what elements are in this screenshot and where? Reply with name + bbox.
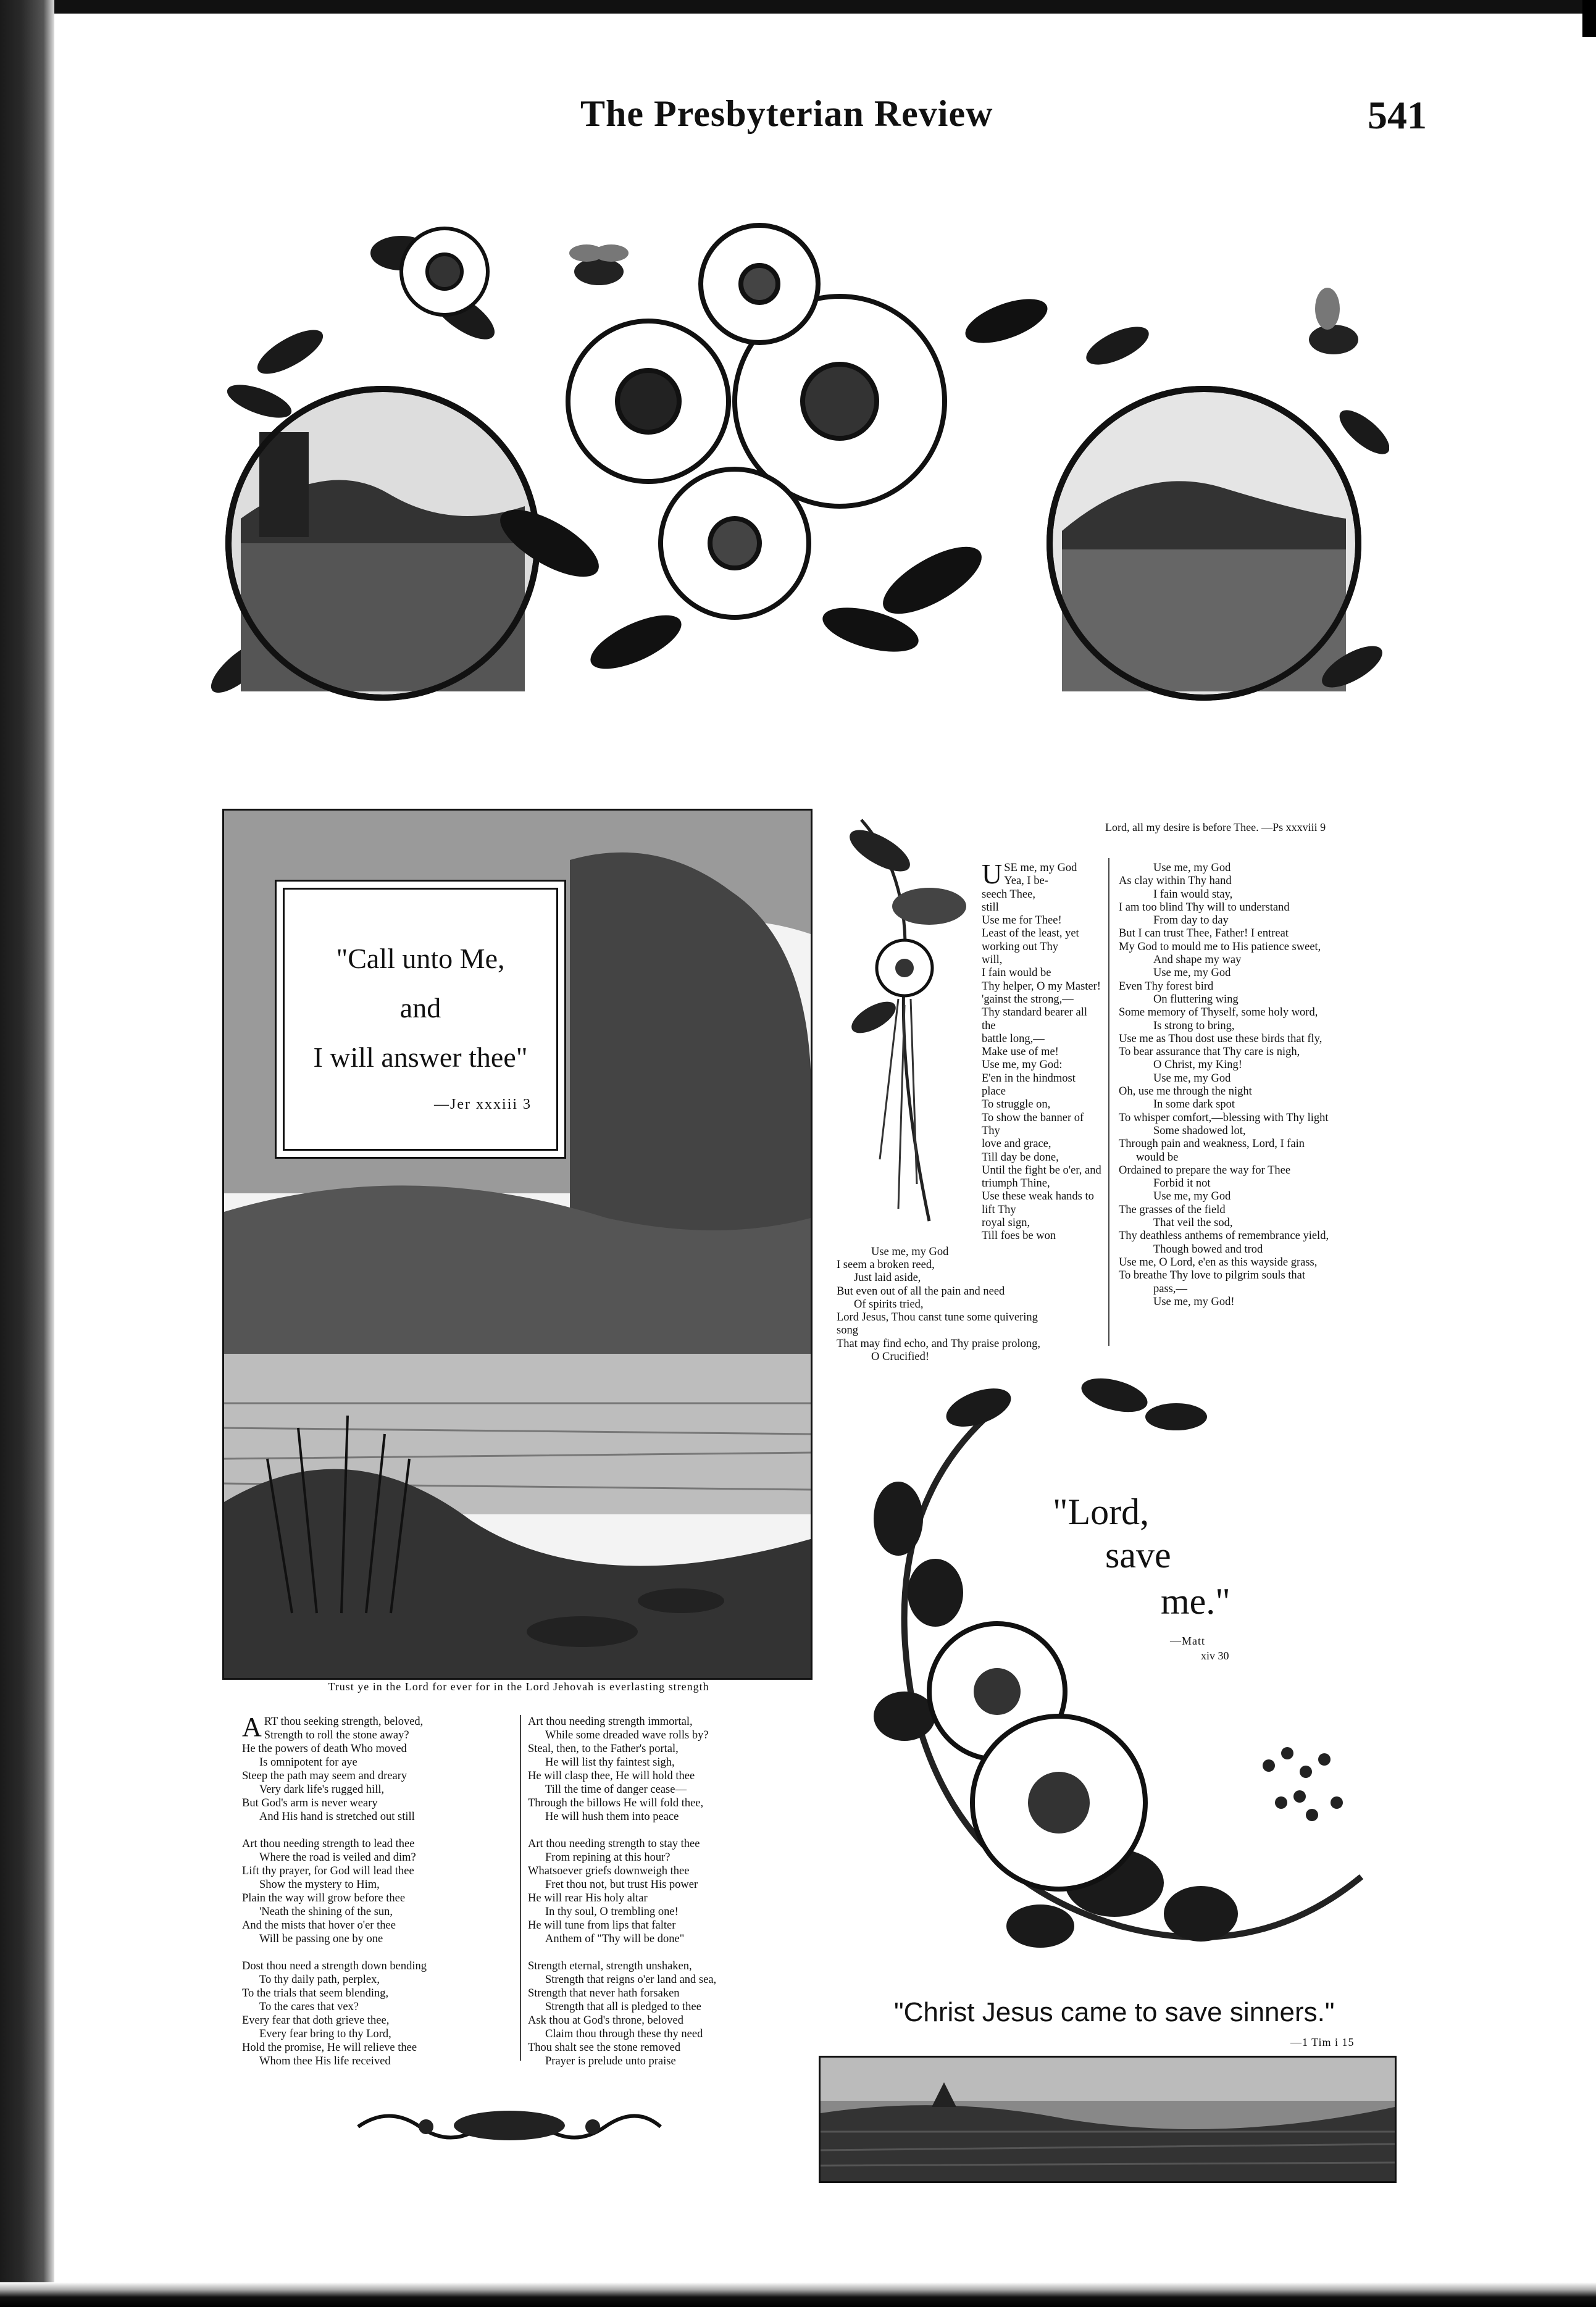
use-me-stanza-bottom <box>830 1246 1102 1364</box>
poem-line: song <box>837 1324 858 1337</box>
poem-line: Is strong to bring, <box>1153 1019 1235 1032</box>
poem-line: working out Thy <box>982 940 1059 953</box>
poem-line: Strength to roll the stone away? <box>264 1729 409 1742</box>
poem-stanza <box>242 1712 514 1824</box>
poem-line: He will rear His holy altar <box>528 1892 648 1904</box>
lord-save-me-reference: —Matt <box>1170 1635 1205 1647</box>
poem-line: Strength eternal, strength unshaken, <box>528 1960 692 1972</box>
poem-column-2 <box>528 1715 806 2082</box>
ornamental-tailpiece <box>352 2102 667 2148</box>
poem-line: Through the billows He will fold thee, <box>528 1797 704 1809</box>
poem-line: Plain the way will grow before thee <box>242 1892 406 1904</box>
poem-line: I fain would stay, <box>1153 888 1233 901</box>
poem-line: In thy soul, O trembling one! <box>545 1906 679 1918</box>
poem-line: Thy deathless anthems of remembrance yield, <box>1119 1230 1329 1243</box>
use-me-poem-right <box>1119 862 1390 1309</box>
poem-line: pass,— <box>1153 1282 1187 1295</box>
poem-line: Whatsoever griefs downweigh thee <box>528 1865 690 1877</box>
poem-line: will, <box>982 954 1003 967</box>
poem-line: Every fear bring to thy Lord, <box>259 2028 391 2040</box>
poem-line: Art thou needing strength immortal, <box>528 1716 693 1728</box>
poem-line: Thy standard bearer all the <box>982 1006 1088 1032</box>
poem-line: Just laid aside, <box>854 1272 921 1285</box>
poem-line: Show the mystery to Him, <box>259 1879 380 1891</box>
lord-save-me-line2: save <box>1105 1535 1171 1575</box>
poem-line: As clay within Thy hand <box>1119 875 1232 888</box>
poem-line: Art thou needing strength to lead thee <box>242 1838 415 1850</box>
poem-line: Through pain and weakness, Lord, I fain <box>1119 1138 1305 1151</box>
poem-line: Use me, my God <box>1153 967 1231 980</box>
poem-line: RT thou seeking strength, beloved, <box>264 1716 424 1728</box>
central-roses <box>568 225 945 617</box>
poem-line: The grasses of the field <box>1119 1203 1226 1216</box>
poem-line: And His hand is stretched out still <box>259 1811 415 1823</box>
poem-line: E'en in the hindmost place <box>982 1072 1076 1098</box>
poem-line: Use me, my God <box>1153 862 1231 874</box>
poem-line: Where the road is veiled and dim? <box>259 1851 416 1864</box>
poem-stanza <box>242 1959 514 2068</box>
poem-line: To the cares that vex? <box>259 2001 359 2013</box>
poem-line: SE me, my God <box>1004 862 1077 874</box>
lake-caption: Trust ye in the Lord for ever for in the Lord Jehovah is everlasting strength <box>328 1680 709 1693</box>
poem-line: battle long,— <box>982 1032 1045 1045</box>
poem-line: Forbid it not <box>1153 1177 1211 1190</box>
poem-line: From repining at this hour? <box>545 1851 671 1864</box>
poem-line: But God's arm is never weary <box>242 1797 378 1809</box>
medallion-left <box>228 389 537 698</box>
poem-line: royal sign, <box>982 1217 1030 1230</box>
page-header <box>556 93 1427 148</box>
poem-line: Thy helper, O my Master! <box>982 980 1101 993</box>
poem-line: He will tune from lips that falter <box>528 1919 676 1932</box>
poem-line: Lord Jesus, Thou canst tune some quivering <box>837 1311 1038 1324</box>
poem-line: To show the banner of Thy <box>982 1111 1084 1137</box>
poem-column-1 <box>242 1712 514 2082</box>
poem-line: 'gainst the strong,— <box>982 993 1074 1006</box>
poem-line: Steep the path may seem and dreary <box>242 1770 407 1782</box>
poem-line: To struggle on, <box>982 1098 1051 1111</box>
poem-line: To bear assurance that Thy care is nigh, <box>1119 1046 1300 1059</box>
drop-cap: A <box>242 1712 262 1742</box>
page-left-edge <box>0 0 54 2307</box>
poem-line: Prayer is prelude unto praise <box>545 2055 676 2067</box>
poem-line: Art thou needing strength to stay thee <box>528 1838 700 1850</box>
poem-line: Use me, my God <box>871 1245 949 1258</box>
poem-line: Use me, my God <box>1153 1190 1231 1203</box>
drop-cap: U <box>982 858 1003 890</box>
poem-line: Even Thy forest bird <box>1119 980 1214 993</box>
poem-line: Till the time of danger cease— <box>545 1783 687 1796</box>
lord-save-me-line1: "Lord, <box>1053 1491 1150 1532</box>
poem-line: Use me, O Lord, e'en as this wayside grass, <box>1119 1256 1318 1269</box>
bee-left <box>569 244 629 285</box>
christ-jesus-reference: —1 Tim i 15 <box>1290 2036 1355 2048</box>
poem-line: Till foes be won <box>982 1230 1056 1243</box>
lake-engraving-panel <box>222 809 813 1680</box>
poem-line: Thou shalt see the stone removed <box>528 2042 681 2054</box>
poem-line: Use these weak hands to lift Thy <box>982 1190 1094 1216</box>
poem-line: seech Thee, <box>982 888 1035 901</box>
poem-line: 'Neath the shining of the sun, <box>259 1906 393 1918</box>
lord-save-me-line3: me." <box>1161 1581 1230 1622</box>
poem-line: Ordained to prepare the way for Thee <box>1119 1164 1291 1177</box>
use-me-stanzas-top <box>830 858 1102 1243</box>
poem-line: In some dark spot <box>1153 1098 1235 1111</box>
column-rule <box>1108 858 1109 1346</box>
poem-line: While some dreaded wave rolls by? <box>545 1729 709 1742</box>
poem-line: Though bowed and trod <box>1153 1243 1263 1256</box>
poem-line: I am too blind Thy will to understand <box>1119 901 1290 914</box>
poem-line: Least of the least, yet <box>982 927 1079 940</box>
poem-line: love and grace, <box>982 1138 1051 1151</box>
poem-line: O Crucified! <box>871 1350 930 1363</box>
seascape-illustration <box>821 2058 1395 2181</box>
poem-line: He will clasp thee, He will hold thee <box>528 1770 695 1782</box>
page-bottom-edge <box>0 2282 1596 2307</box>
poem-line: Strength that never hath forsaken <box>528 1987 680 2000</box>
poem-line: Till day be done, <box>982 1151 1059 1164</box>
call-unto-me-inset <box>283 888 558 1151</box>
column-rule <box>520 1715 521 2061</box>
flower-left-small <box>401 228 488 315</box>
poem-line: He will list thy faintest sigh, <box>545 1756 675 1769</box>
poem-line: Strength that all is pledged to thee <box>545 2001 701 2013</box>
poem-line: Until the fight be o'er, and <box>982 1164 1101 1177</box>
poem-line: I fain would be <box>982 967 1051 980</box>
poem-line: Some memory of Thyself, some holy word, <box>1119 1006 1318 1019</box>
poem-line: But I can trust Thee, Father! I entreat <box>1119 927 1289 940</box>
poem-line: From day to day <box>1153 914 1229 927</box>
poem-line: Steal, then, to the Father's portal, <box>528 1743 679 1755</box>
poem-line: He the powers of death Who moved <box>242 1743 407 1755</box>
poem-line: Use me for Thee! <box>982 914 1062 927</box>
publication-title: The Presbyterian Review <box>580 93 993 134</box>
poem-line: Anthem of "Thy will be done" <box>545 1933 685 1945</box>
poem-stanza <box>528 1715 806 1824</box>
poem-line: Will be passing one by one <box>259 1933 383 1945</box>
medallion-right <box>1050 389 1358 698</box>
poem-line: Fret thou not, but trust His power <box>545 1879 698 1891</box>
poem-stanza <box>528 1837 806 1946</box>
poem-line: I seem a broken reed, <box>837 1258 935 1271</box>
poem-line: Hold the promise, He will relieve thee <box>242 2042 417 2054</box>
poem-line: But even out of all the pain and need <box>837 1285 1005 1298</box>
poem-line: Oh, use me through the night <box>1119 1085 1252 1098</box>
use-me-heading-reference: Lord, all my desire is before Thee. —Ps xxxviii 9 <box>1105 821 1326 833</box>
page-top-edge <box>0 0 1596 14</box>
christ-jesus-quote: "Christ Jesus came to save sinners." <box>894 1997 1335 2027</box>
poem-line: And shape my way <box>1153 954 1242 967</box>
poem-line: Every fear that doth grieve thee, <box>242 2014 390 2027</box>
poem-line: To the trials that seem blending, <box>242 1987 389 2000</box>
poem-line: That may find echo, and Thy praise prolong, <box>837 1337 1041 1350</box>
poem-line: Whom thee His life received <box>259 2055 391 2067</box>
poem-line: My God to mould me to His patience sweet, <box>1119 940 1321 953</box>
poem-line: triumph Thine, <box>982 1177 1050 1190</box>
poem-stanza <box>528 1959 806 2068</box>
page-right-corner <box>1582 0 1596 37</box>
poem-line: Ask thou at God's throne, beloved <box>528 2014 684 2027</box>
call-text-line2: and <box>399 992 441 1024</box>
poem-line: Use me as Thou dost use these birds that fly, <box>1119 1032 1322 1045</box>
page-number: 541 <box>1368 93 1427 137</box>
poem-line: Use me, my God <box>1153 1072 1231 1085</box>
poem-line: Is omnipotent for aye <box>259 1756 357 1769</box>
poem-line: O Christ, my King! <box>1153 1059 1242 1072</box>
poem-line: To thy daily path, perplex, <box>259 1974 380 1986</box>
poem-line: He will hush them into peace <box>545 1811 679 1823</box>
poem-line: And the mists that hover o'er thee <box>242 1919 396 1932</box>
poem-line: Make use of me! <box>982 1046 1059 1059</box>
lord-save-me-reference-verse: xiv 30 <box>1201 1650 1229 1662</box>
poem-line: Some shadowed lot, <box>1153 1124 1246 1137</box>
poem-line: On fluttering wing <box>1153 993 1239 1006</box>
poem-stanza <box>242 1837 514 1946</box>
poem-line: Very dark life's rugged hill, <box>259 1783 385 1796</box>
poem-line: That veil the sod, <box>1153 1217 1233 1230</box>
call-reference: —Jer xxxiii 3 <box>434 1096 532 1112</box>
bee-right <box>1309 288 1358 354</box>
floral-vignette-illustration <box>204 198 1389 741</box>
call-text-line3: I will answer thee" <box>313 1041 528 1073</box>
seascape-engraving-panel <box>819 2056 1397 2183</box>
floral-wreath-illustration <box>855 1370 1411 1988</box>
poem-line: To whisper comfort,—blessing with Thy light <box>1119 1111 1329 1124</box>
poem-line: Strength that reigns o'er land and sea, <box>545 1974 717 1986</box>
call-text-line1: "Call unto Me, <box>336 943 505 974</box>
poem-line: To breathe Thy love to pilgrim souls that <box>1119 1269 1306 1282</box>
poem-line: Use me, my God: <box>982 1059 1063 1072</box>
poem-line: still <box>982 901 999 914</box>
poem-line: Lift thy prayer, for God will lead thee <box>242 1865 414 1877</box>
poem-line: Of spirits tried, <box>854 1298 924 1311</box>
poem-line: Yea, I be- <box>1004 875 1048 888</box>
poem-line: Claim thou through these thy need <box>545 2028 703 2040</box>
poem-line: Dost thou need a strength down bending <box>242 1960 427 1972</box>
poem-line: Use me, my God! <box>1153 1295 1235 1308</box>
use-me-poem-left <box>830 858 1102 1364</box>
poem-line: would be <box>1136 1151 1179 1164</box>
